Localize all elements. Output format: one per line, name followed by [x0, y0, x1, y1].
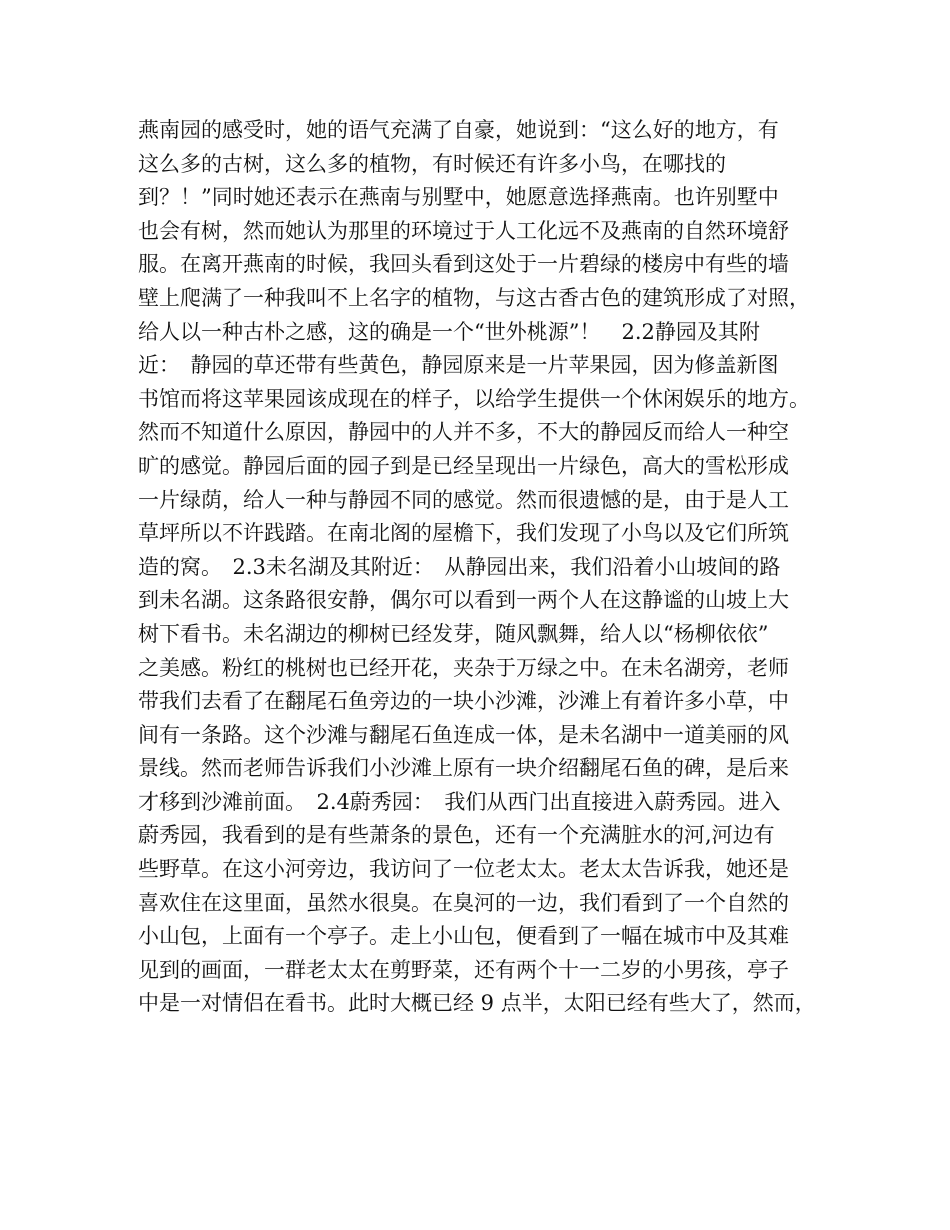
text-line: 近： 静园的草还带有些黄色，静园原来是一片苹果园，因为修盖新图	[138, 353, 779, 378]
text-line: 旷的感觉。静园后面的园子到是已经呈现出一片绿色，高大的雪松形成	[138, 453, 789, 478]
text-line: 给人以一种古朴之感，这的确是一个“世外桃源”！ 2.2静园及其附	[138, 319, 760, 344]
text-line: 也会有树，然而她认为那里的环境过于人工化远不及燕南的自然环境舒	[138, 218, 789, 243]
text-line: 中是一对情侣在看书。此时大概已经 9 点半，太阳已经有些大了，然而，	[138, 991, 816, 1016]
text-line: 到未名湖。这条路很安静，偶尔可以看到一两个人在这静谧的山坡上大	[138, 588, 789, 613]
text-line: 服。在离开燕南的时候，我回头看到这处于一片碧绿的楼房中有些的墙	[138, 252, 789, 277]
text-line: 一片绿荫，给人一种与静园不同的感觉。然而很遗憾的是，由于是人工	[138, 487, 789, 512]
text-line: 带我们去看了在翻尾石鱼旁边的一块小沙滩，沙滩上有着许多小草，中	[138, 689, 789, 714]
text-line: 喜欢住在这里面，虽然水很臭。在臭河的一边，我们看到了一个自然的	[138, 890, 789, 915]
text-line: 小山包，上面有一个亭子。走上小山包，便看到了一幅在城市中及其难	[138, 924, 789, 949]
text-line: 才移到沙滩前面。 2.4蔚秀园： 我们从西门出直接进入蔚秀园。进入	[138, 789, 781, 814]
text-line: 树下看书。未名湖边的柳树已经发芽，随风飘舞，给人以“杨柳依依”	[138, 621, 769, 646]
text-line: 间有一条路。这个沙滩与翻尾石鱼连成一体，是未名湖中一道美丽的风	[138, 722, 789, 747]
text-line: 些野草。在这小河旁边，我访问了一位老太太。老太太告诉我，她还是	[138, 857, 789, 882]
text-line: 景线。然而老师告诉我们小沙滩上原有一块介绍翻尾石鱼的碑，是后来	[138, 756, 789, 781]
text-line: 造的窝。 2.3未名湖及其附近： 从静园出来，我们沿着小山坡间的路	[138, 554, 781, 579]
body-text	[138, 114, 838, 1021]
text-line: 之美感。粉红的桃树也已经开花，夹杂于万绿之中。在未名湖旁，老师	[138, 655, 789, 680]
text-line: 然而不知道什么原因，静园中的人并不多，不大的静园反而给人一种空	[138, 420, 789, 445]
text-line: 草坪所以不许践踏。在南北阁的屋檐下，我们发现了小鸟以及它们所筑	[138, 521, 789, 546]
text-line: 书馆而将这苹果园该成现在的样子，以给学生提供一个休闲娱乐的地方。	[138, 386, 810, 411]
text-line: 蔚秀园，我看到的是有些萧条的景色，还有一个充满脏水的河,河边有	[138, 823, 775, 848]
text-line: 燕南园的感受时，她的语气充满了自豪，她说到：“这么好的地方，有	[138, 118, 779, 142]
text-line: 到？！”同时她还表示在燕南与别墅中，她愿意选择燕南。也许别墅中	[138, 185, 779, 210]
text-line: 壁上爬满了一种我叫不上名字的植物，与这古香古色的建筑形成了对照，	[138, 285, 810, 310]
text-line: 见到的画面，一群老太太在剪野菜，还有两个十一二岁的小男孩，亭子	[138, 957, 789, 982]
text-line: 这么多的古树，这么多的植物，有时候还有许多小鸟，在哪找的	[138, 151, 726, 176]
